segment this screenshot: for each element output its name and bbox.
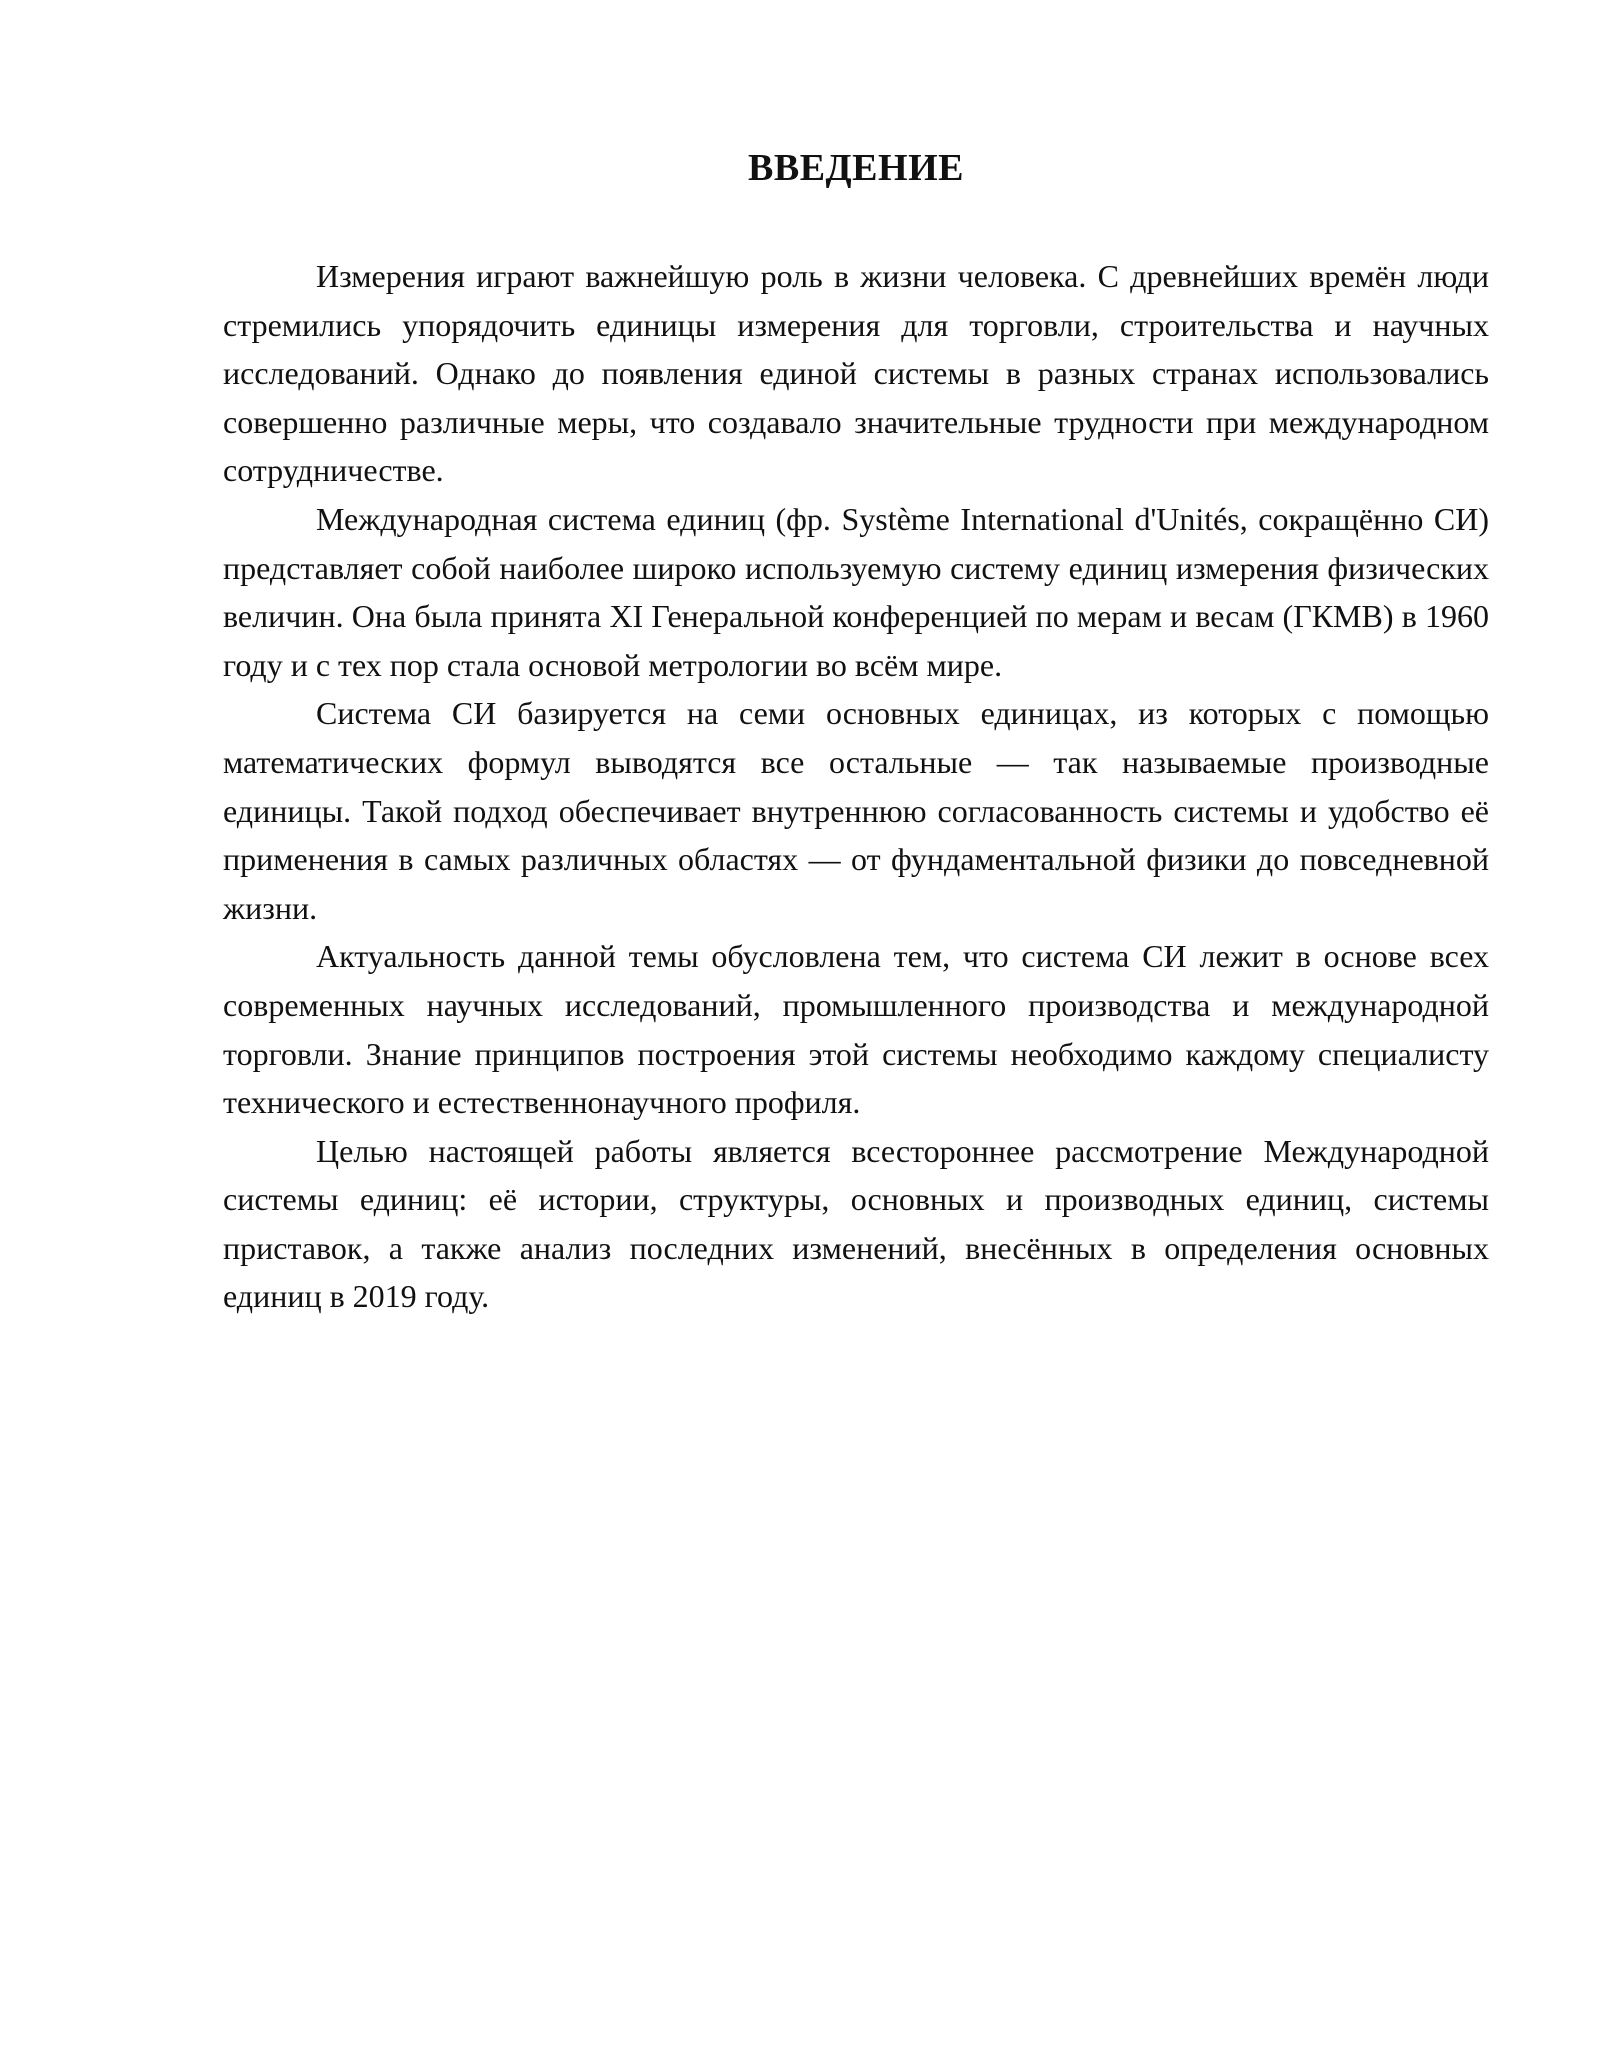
paragraph-5: Целью настоящей работы является всестороннее рассмотрение Международной системы единиц: её истории, структуры, основных и производных единиц, системы приставок, а также анализ последних изменений, внесённых в определения основных единиц в 2019 году. bbox=[223, 1132, 1489, 1315]
paragraph-4: Актуальность данной темы обусловлена тем, что система СИ лежит в основе всех современных научных исследований, промышленного производства и международной торговли. Знание принципов построения этой системы необходимо каждому специалисту технического и естественнонаучного профиля. bbox=[223, 938, 1489, 1121]
paragraph-1: Измерения играют важнейшую роль в жизни человека. С древнейших времён люди стремились упорядочить единицы измерения для торговли, строительства и научных исследований. Однако до появления единой системы в разных странах использовались совершенно различные меры, что создавало значительные трудности при международном сотрудничестве. bbox=[223, 258, 1489, 489]
document-body bbox=[223, 252, 1489, 1321]
page-title: ВВЕДЕНИЕ bbox=[748, 147, 964, 189]
paragraph-2: Международная система единиц (фр. Système International d'Unités, сокращённо СИ) представляет собой наиболее широко используемую систему единиц измерения физических величин. Она была принята XI Генеральной конференцией по мерам и весам (ГКМВ) в 1960 году и с тех пор стала основой метрологии во всём мире. bbox=[223, 500, 1489, 683]
paragraph-3: Система СИ базируется на семи основных единицах, из которых с помощью математических формул выводятся все остальные — так называемые производные единицы. Такой подход обеспечивает внутреннюю согласованность системы и удобство её применения в самых различных областях — от фундаментальной физики до повседневной жизни. bbox=[223, 695, 1489, 926]
